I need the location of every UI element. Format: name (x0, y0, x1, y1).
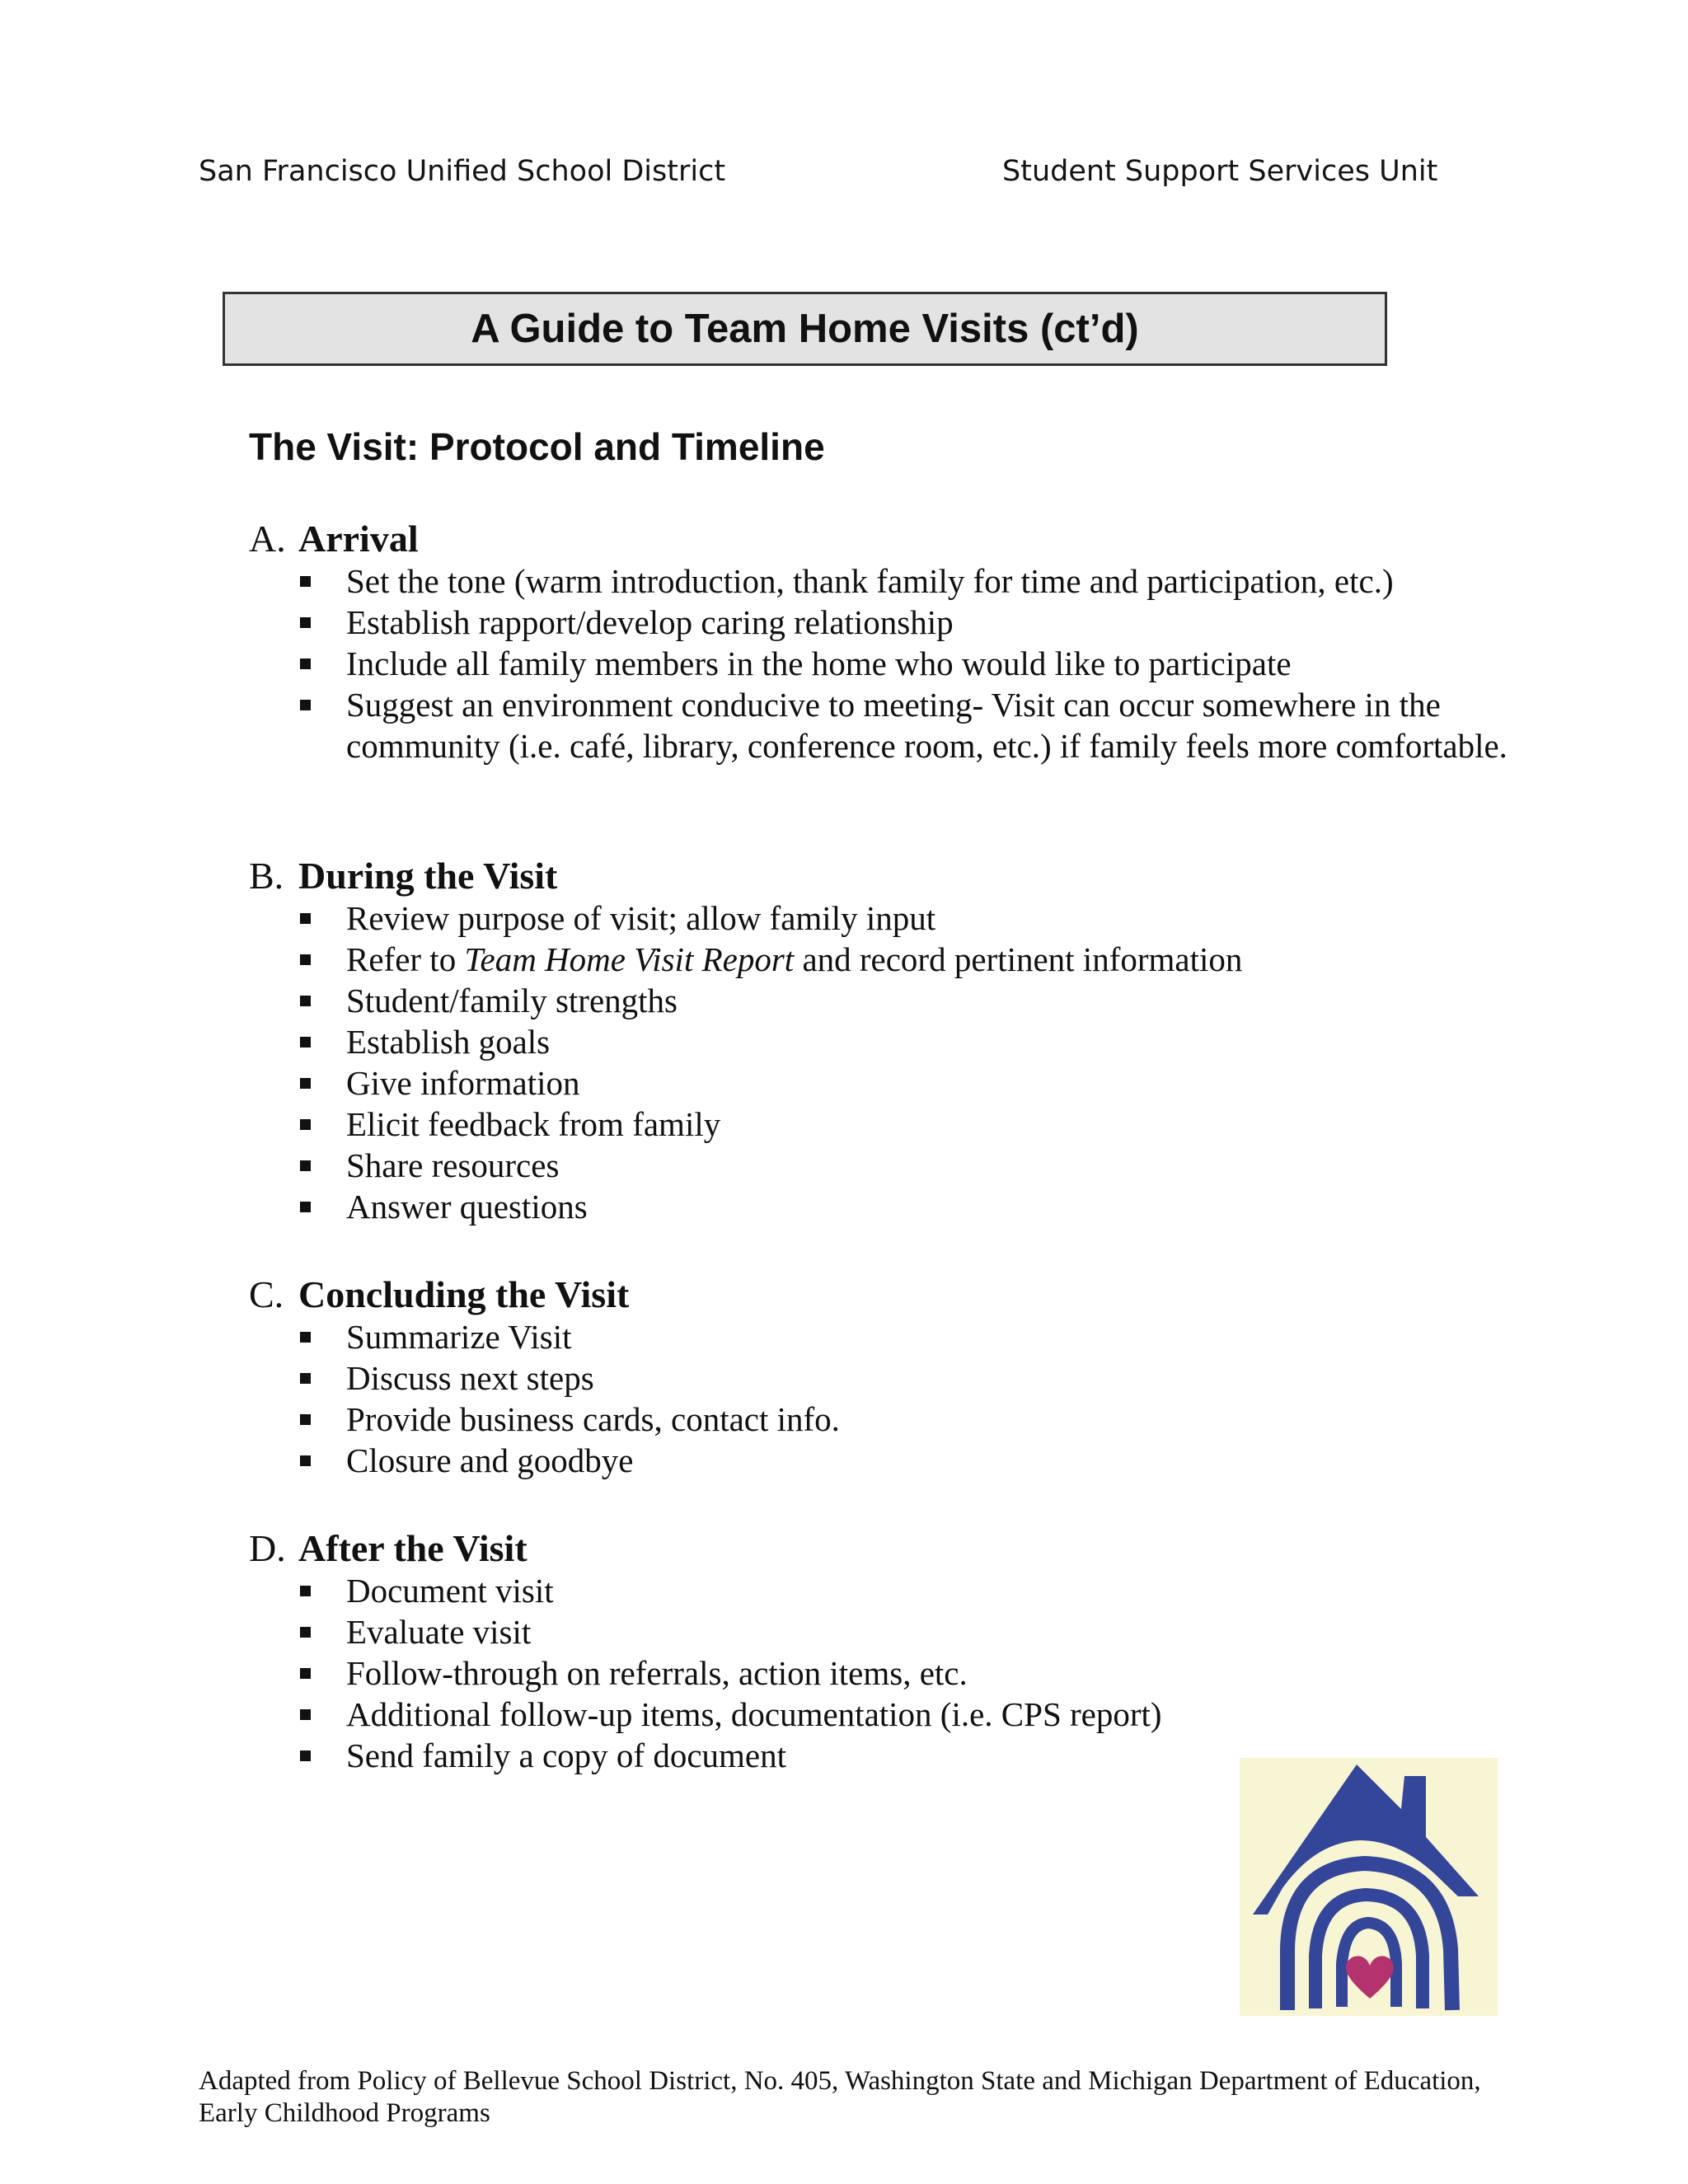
section-title: Concluding the Visit (298, 1273, 630, 1315)
square-bullet-icon (300, 1668, 311, 1679)
list-item: Elicit feedback from family (249, 1104, 1535, 1145)
square-bullet-icon (300, 954, 311, 965)
section-header (249, 1527, 1535, 1570)
section-title: During the Visit (298, 855, 558, 897)
list-item: Establish goals (249, 1021, 1535, 1062)
list-item: Evaluate visit (249, 1611, 1535, 1652)
title-box (223, 292, 1387, 366)
section-title: Arrival (298, 518, 419, 560)
section-header (249, 1273, 1535, 1316)
section-letter: A. (249, 518, 286, 560)
list-item: Include all family members in the home who would like to participate (249, 643, 1535, 684)
list-item: Document visit (249, 1570, 1535, 1611)
square-bullet-icon (300, 617, 311, 628)
square-bullet-icon (300, 658, 311, 669)
list-item: Student/family strengths (249, 980, 1535, 1021)
square-bullet-icon (300, 700, 311, 710)
square-bullet-icon (300, 1709, 311, 1720)
section-during-visit (249, 855, 1535, 1227)
section-letter: D. (249, 1527, 286, 1569)
bullet-list (249, 560, 1535, 766)
list-item: Summarize Visit (249, 1316, 1535, 1357)
header-district: San Francisco Unified School District (199, 155, 726, 188)
list-item: Send family a copy of document (249, 1735, 1535, 1776)
list-item: Additional follow-up items, documentation (i.e. CPS report) (249, 1694, 1535, 1735)
square-bullet-icon (300, 996, 311, 1006)
square-bullet-icon (300, 1586, 311, 1596)
section-letter: B. (249, 855, 284, 897)
footer-line: Adapted from Policy of Bellevue School District, No. 405, Washington State and Michigan Department of Education, (199, 2066, 1481, 2096)
list-item: Review purpose of visit; allow family input (249, 898, 1535, 939)
header-unit: Student Support Services Unit (1002, 155, 1438, 188)
section-letter: C. (249, 1273, 284, 1315)
list-item: Give information (249, 1062, 1535, 1104)
list-item: Follow-through on referrals, action items, etc. (249, 1652, 1535, 1694)
section-heading: The Visit: Protocol and Timeline (249, 425, 825, 468)
list-item: Discuss next steps (249, 1357, 1535, 1399)
square-bullet-icon (300, 1119, 311, 1130)
footer-attribution (199, 2065, 1550, 2130)
square-bullet-icon (300, 576, 311, 587)
bullet-list (249, 1570, 1535, 1776)
section-header (249, 518, 1535, 560)
bullet-list (249, 1316, 1535, 1481)
section-after-visit (249, 1527, 1535, 1776)
square-bullet-icon (300, 1750, 311, 1761)
section-title: After the Visit (298, 1527, 528, 1569)
square-bullet-icon (300, 1373, 311, 1384)
report-name: Team Home Visit Report (464, 940, 795, 978)
house-heart-logo-icon (1240, 1758, 1498, 2016)
section-arrival (249, 518, 1535, 766)
list-item: Share resources (249, 1145, 1535, 1186)
footer-line: Early Childhood Programs (199, 2098, 490, 2128)
list-item: Closure and goodbye (249, 1440, 1535, 1481)
list-item: Set the tone (warm introduction, thank family for time and participation, etc.) (249, 560, 1535, 602)
list-item: Suggest an environment conducive to meeting- Visit can occur somewhere in the community (i.e. café, library, conference room, etc.) if family feels more comfortable. (249, 684, 1535, 766)
square-bullet-icon (300, 1078, 311, 1089)
list-item: Refer to Team Home Visit Report and record pertinent information (249, 939, 1535, 980)
square-bullet-icon (300, 1332, 311, 1343)
bullet-list (249, 898, 1535, 1227)
list-item: Establish rapport/develop caring relationship (249, 602, 1535, 643)
page-title: A Guide to Team Home Visits (ct’d) (471, 307, 1139, 351)
square-bullet-icon (300, 1414, 311, 1425)
list-item: Provide business cards, contact info. (249, 1399, 1535, 1440)
section-concluding-visit (249, 1273, 1535, 1481)
square-bullet-icon (300, 1455, 311, 1466)
list-item: Answer questions (249, 1186, 1535, 1227)
square-bullet-icon (300, 1037, 311, 1047)
square-bullet-icon (300, 1202, 311, 1212)
square-bullet-icon (300, 913, 311, 924)
square-bullet-icon (300, 1627, 311, 1638)
section-header (249, 855, 1535, 898)
square-bullet-icon (300, 1160, 311, 1171)
